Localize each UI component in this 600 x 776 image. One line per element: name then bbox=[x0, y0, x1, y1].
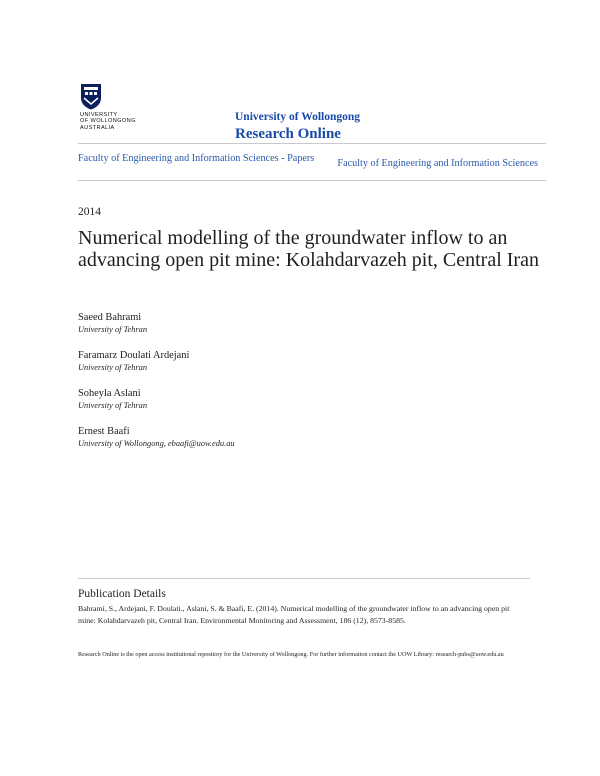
logo-line: AUSTRALIA bbox=[80, 124, 115, 131]
logo-line: UNIVERSITY bbox=[80, 112, 118, 118]
publication-citation: Bahrami, S., Ardejani, F. Doulati., Aslani, S. & Baafi, E. (2014). Numerical modelling of the groundwater inflow to an advancing open pit mine: Kolahdarvazeh pit, Central Iran. Environmental Monitoring and Assessment, 186 (12), 8573-8585. bbox=[78, 604, 510, 625]
university-logo[interactable] bbox=[78, 83, 150, 137]
author-name: Faramarz Doulati Ardejani bbox=[78, 350, 190, 361]
author-entry bbox=[78, 387, 548, 411]
publication-year: 2014 bbox=[78, 206, 101, 218]
paper-title: Numerical modelling of the groundwater inflow to an advancing open pit mine: Kolahdarvazeh pit, Central Iran bbox=[78, 227, 539, 271]
brand-university[interactable]: University of Wollongong bbox=[235, 111, 361, 123]
crest-icon bbox=[80, 83, 102, 110]
brand-research-online[interactable]: Research Online bbox=[235, 126, 341, 142]
author-affiliation: University of Wollongong, ebaafi@uow.edu.au bbox=[78, 439, 235, 448]
repository-brand[interactable] bbox=[235, 111, 360, 143]
logo-line: OF WOLLONGONG bbox=[80, 118, 136, 125]
author-entry bbox=[78, 425, 548, 449]
author-affiliation: University of Tehran bbox=[78, 325, 148, 334]
author-entry bbox=[78, 311, 548, 335]
author-name: Ernest Baafi bbox=[78, 426, 130, 437]
author-entry bbox=[78, 349, 548, 373]
publication-details-heading: Publication Details bbox=[78, 588, 166, 600]
divider-publication bbox=[78, 578, 530, 579]
author-name: Soheyla Aslani bbox=[78, 388, 141, 399]
logo-wordmark bbox=[80, 112, 150, 131]
author-affiliation: University of Tehran bbox=[78, 363, 148, 372]
series-link-papers[interactable]: Faculty of Engineering and Information Sciences - Papers bbox=[78, 153, 315, 164]
author-affiliation: University of Tehran bbox=[78, 401, 148, 410]
author-name: Saeed Bahrami bbox=[78, 312, 142, 323]
author-list bbox=[78, 311, 548, 463]
series-link-faculty[interactable]: Faculty of Engineering and Information Sciences bbox=[337, 158, 538, 169]
divider-bottom bbox=[78, 180, 546, 181]
divider-top bbox=[78, 143, 546, 144]
publication-details bbox=[78, 587, 528, 626]
repository-footer: Research Online is the open access institutional repository for the University of Wollongong. For further information contact the UOW Library: research-pubs@uow.edu.au bbox=[78, 651, 504, 658]
